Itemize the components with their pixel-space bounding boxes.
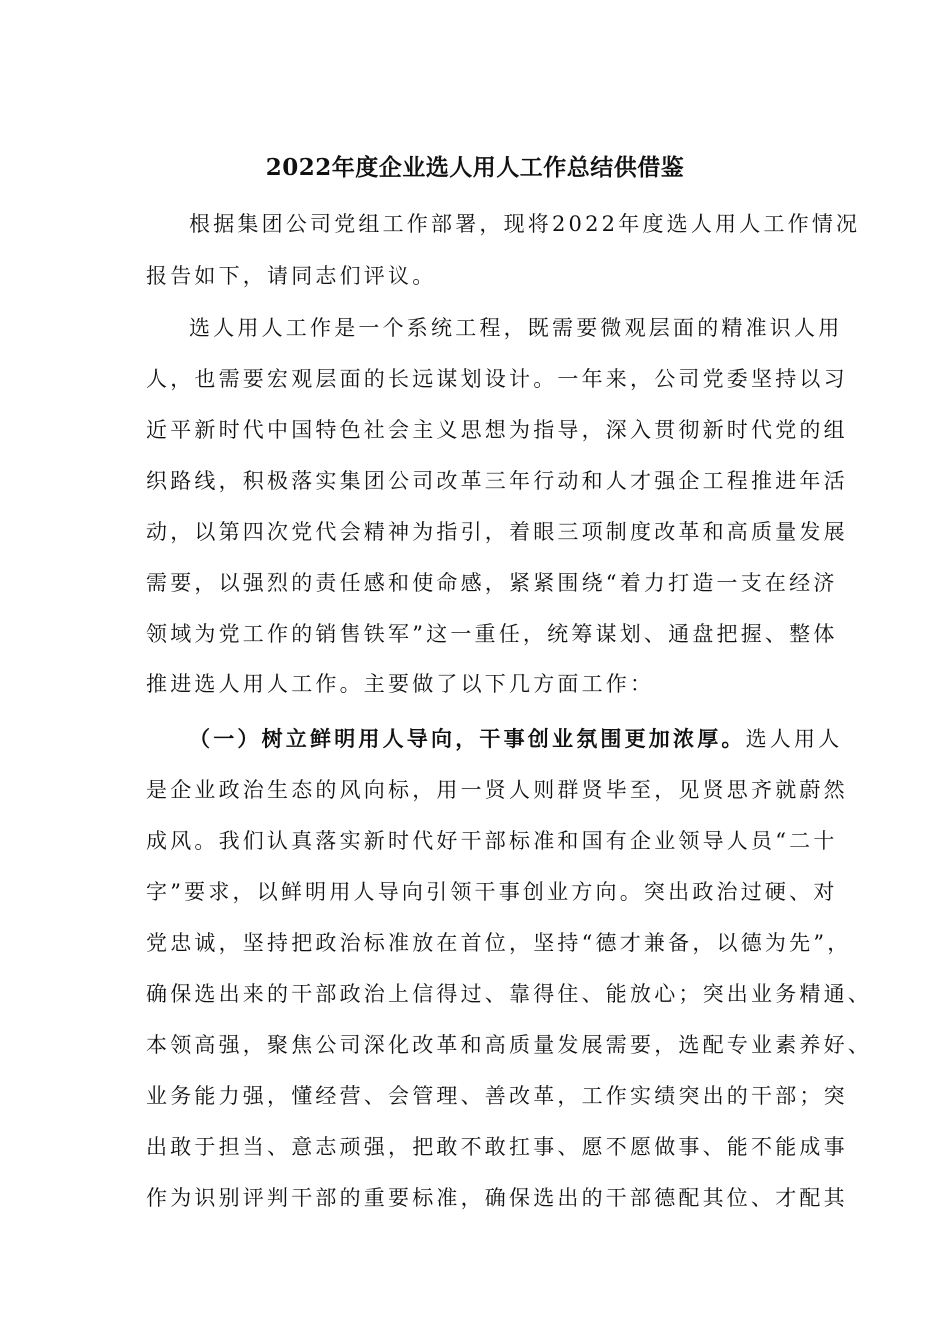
section-1-line: 确保选出来的干部政治上信得过、靠得住、能放心；突出业务精通、 — [146, 982, 872, 1006]
paragraph-2-line: 近平新时代中国特色社会主义思想为指导，深入贯彻新时代党的组 — [146, 418, 848, 442]
paragraph-2-line: 领域为党工作的销售铁军”这一重任，统筹谋划、通盘把握、整体 — [146, 622, 838, 646]
section-1-line: 是企业政治生态的风向标，用一贤人则群贤毕至，见贤思齐就蔚然 — [146, 778, 848, 802]
paragraph-1-line: 报告如下，请同志们评议。 — [146, 264, 437, 288]
paragraph-2-line: 推进选人用人工作。主要做了以下几方面工作： — [146, 672, 655, 696]
section-1-line: 本领高强，聚焦公司深化改革和高质量发展需要，选配专业素养好、 — [146, 1033, 872, 1057]
section-1-first-line — [189, 719, 869, 759]
paragraph-2-line: 人，也需要宏观层面的长远谋划设计。一年来，公司党委坚持以习 — [146, 367, 848, 391]
paragraph-2-line: 需要，以强烈的责任感和使命感，紧紧围绕“着力打造一支在经济 — [146, 571, 838, 595]
paragraph-1-line: 根据集团公司党组工作部署，现将2022年度选人用人工作情况 — [189, 212, 861, 236]
section-1-line: 字”要求，以鲜明用人导向引领干事创业方向。突出政治过硬、对 — [146, 880, 838, 904]
section-1-line: 作为识别评判干部的重要标准，确保选出的干部德配其位、才配其 — [146, 1186, 848, 1210]
section-1-line: 党忠诚，坚持把政治标准放在首位，坚持“德才兼备，以德为先”， — [146, 931, 852, 955]
paragraph-2-line: 选人用人工作是一个系统工程，既需要微观层面的精准识人用 — [189, 316, 843, 340]
paragraph-2-line: 织路线，积极落实集团公司改革三年行动和人才强企工程推进年活 — [146, 469, 848, 493]
paragraph-2-line: 动，以第四次党代会精神为指引，着眼三项制度改革和高质量发展 — [146, 520, 848, 544]
document-title: 2022年度企业选人用人工作总结供借鉴 — [265, 154, 685, 181]
section-1-line: 成风。我们认真落实新时代好干部标准和国有企业领导人员“二十 — [146, 829, 838, 853]
section-1-line: 业务能力强，懂经营、会管理、善改革，工作实绩突出的干部；突 — [146, 1084, 848, 1108]
section-1-heading: （一）树立鲜明用人导向，干事创业氛围更加浓厚。 — [189, 726, 746, 751]
section-1-line: 出敢于担当、意志顽强，把敢不敢扛事、愿不愿做事、能不能成事 — [146, 1135, 848, 1159]
section-1-first-line-rest: 选人用人 — [745, 727, 843, 751]
